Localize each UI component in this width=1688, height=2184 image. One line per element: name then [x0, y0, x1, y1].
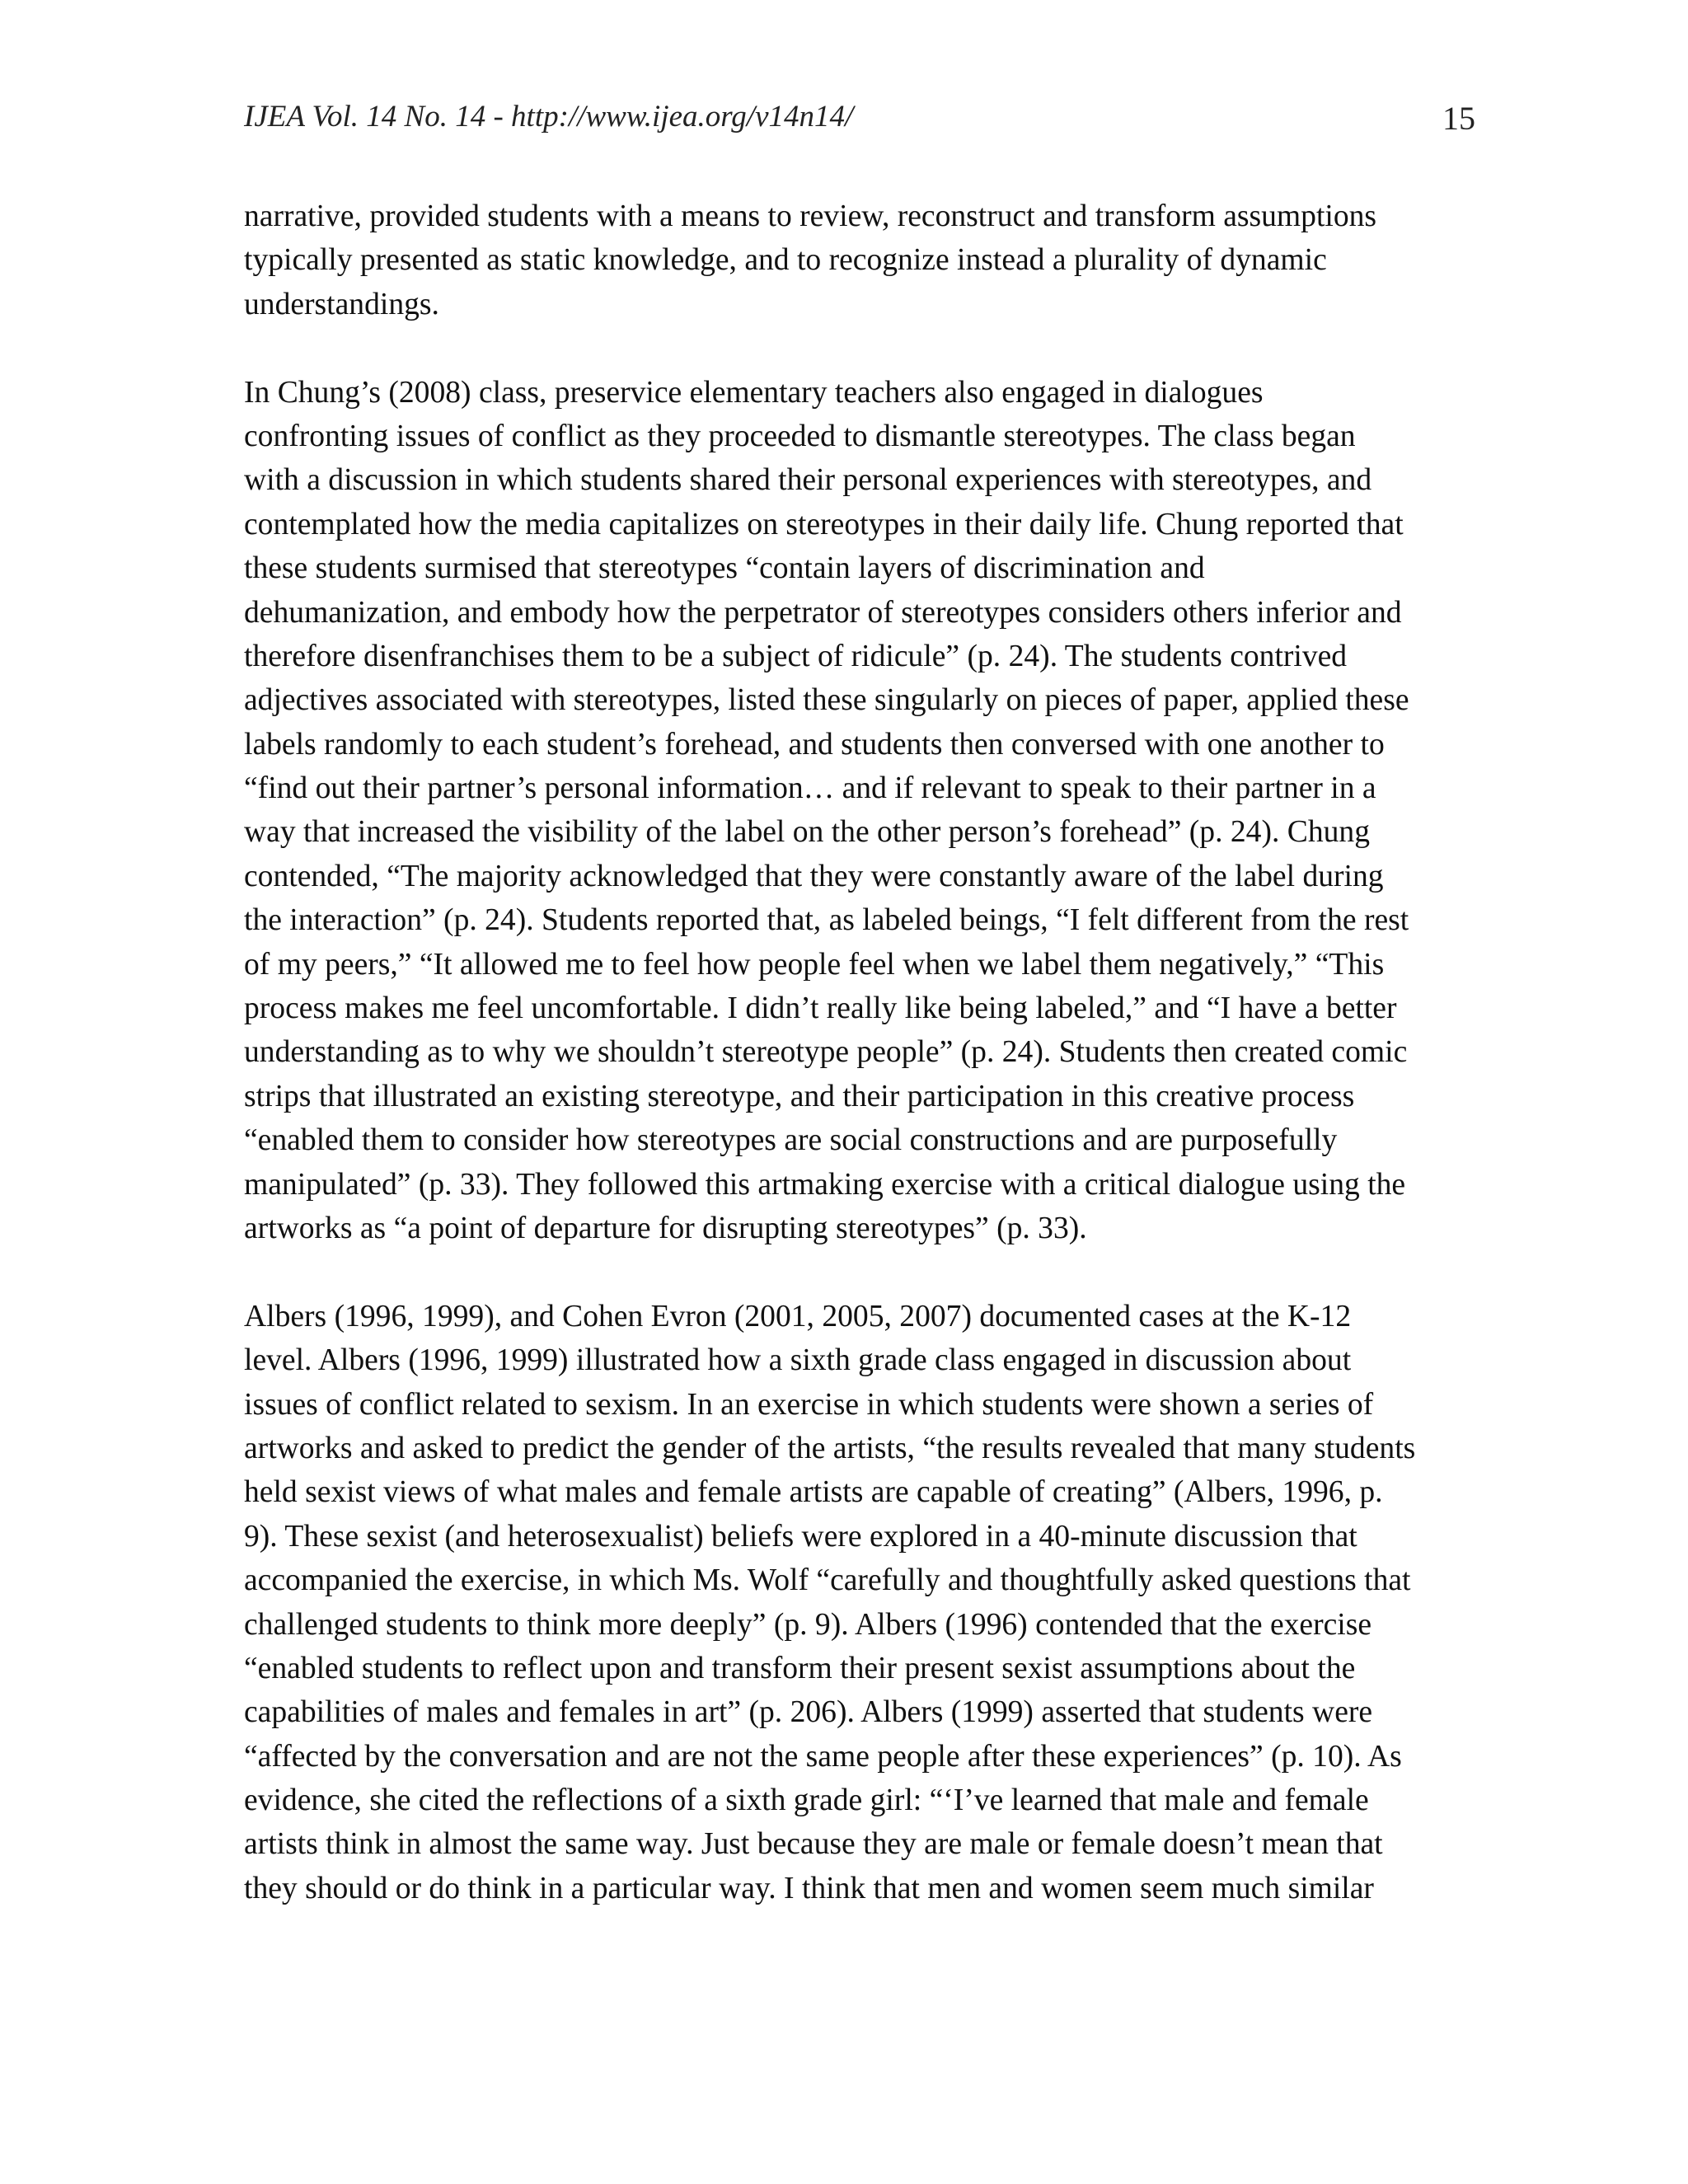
text-line: 9). These sexist (and heterosexualist) beliefs were explored in a 40-minute discussion that [244, 1519, 1357, 1554]
text-line: these students surmised that stereotypes “contain layers of discrimination and [244, 551, 1205, 586]
text-line: held sexist views of what males and female artists are capable of creating” (Albers, 1996, p. [244, 1475, 1383, 1510]
text-line: “affected by the conversation and are not the same people after these experiences” (p. 10). As [244, 1739, 1402, 1774]
text-line: artworks as “a point of departure for disrupting stereotypes” (p. 33). [244, 1211, 1087, 1245]
body-text [244, 194, 1475, 1910]
text-line: accompanied the exercise, in which Ms. Wolf “carefully and thoughtfully asked questions that [244, 1563, 1411, 1598]
text-line: “enabled them to consider how stereotypes are social constructions and are purposefully [244, 1123, 1338, 1158]
text-line: In Chung’s (2008) class, preservice elementary teachers also engaged in dialogues [244, 375, 1264, 410]
text-line: capabilities of males and females in art” (p. 206). Albers (1999) asserted that students were [244, 1695, 1373, 1730]
text-line: the interaction” (p. 24). Students reported that, as labeled beings, “I felt different from the rest [244, 903, 1409, 938]
text-line: with a discussion in which students shared their personal experiences with stereotypes, and [244, 463, 1372, 498]
text-line: strips that illustrated an existing stereotype, and their participation in this creative process [244, 1079, 1355, 1113]
page-header [244, 92, 1475, 142]
text-line: therefore disenfranchises them to be a subject of ridicule” (p. 24). The students contrived [244, 639, 1348, 673]
text-line: of my peers,” “It allowed me to feel how people feel when we label them negatively,” “This [244, 947, 1385, 982]
text-line: contended, “The majority acknowledged that they were constantly aware of the label during [244, 859, 1384, 893]
text-line: adjectives associated with stereotypes, listed these singularly on pieces of paper, applied these [244, 683, 1409, 718]
text-line: artists think in almost the same way. Just because they are male or female doesn’t mean that [244, 1827, 1383, 1862]
text-line: typically presented as static knowledge, and to recognize instead a plurality of dynamic [244, 243, 1327, 278]
text-line: dehumanization, and embody how the perpetrator of stereotypes considers others inferior and [244, 595, 1402, 630]
text-line: level. Albers (1996, 1999) illustrated how a sixth grade class engaged in discussion about [244, 1343, 1352, 1378]
text-line: understandings. [244, 287, 439, 321]
running-head: IJEA Vol. 14 No. 14 - http://www.ijea.org/v14n14/ [244, 100, 854, 134]
text-line: contemplated how the media capitalizes on stereotypes in their daily life. Chung reported that [244, 507, 1404, 541]
paragraph-gap [244, 1250, 1475, 1294]
text-line: issues of conflict related to sexism. In an exercise in which students were shown a series of [244, 1387, 1374, 1422]
text-line: narrative, provided students with a means to review, reconstruct and transform assumptions [244, 199, 1377, 233]
text-line: Albers (1996, 1999), and Cohen Evron (2001, 2005, 2007) documented cases at the K-12 [244, 1299, 1352, 1333]
text-line: they should or do think in a particular way. I think that men and women seem much similar [244, 1871, 1374, 1905]
text-line: confronting issues of conflict as they proceeded to dismantle stereotypes. The class began [244, 419, 1356, 453]
text-line: way that increased the visibility of the label on the other person’s forehead” (p. 24). Chung [244, 815, 1370, 850]
text-line: understanding as to why we shouldn’t stereotype people” (p. 24). Students then created comic [244, 1035, 1408, 1070]
paragraph [244, 1295, 1475, 1910]
paragraph [244, 371, 1475, 1251]
text-line: manipulated” (p. 33). They followed this artmaking exercise with a critical dialogue using the [244, 1167, 1406, 1202]
page-number: 15 [1442, 100, 1475, 137]
paragraph-gap [244, 326, 1475, 370]
text-line: process makes me feel uncomfortable. I didn’t really like being labeled,” and “I have a better [244, 991, 1397, 1026]
text-line: “enabled students to reflect upon and transform their present sexist assumptions about the [244, 1651, 1356, 1685]
text-line: “find out their partner’s personal information… and if relevant to speak to their partner in a [244, 771, 1376, 806]
text-line: challenged students to think more deeply” (p. 9). Albers (1996) contended that the exercise [244, 1607, 1372, 1642]
text-line: artworks and asked to predict the gender of the artists, “the results revealed that many students [244, 1431, 1416, 1465]
paragraph [244, 194, 1475, 326]
text-line: labels randomly to each student’s forehead, and students then conversed with one another to [244, 727, 1385, 762]
text-line: evidence, she cited the reflections of a sixth grade girl: “‘I’ve learned that male and female [244, 1783, 1369, 1818]
